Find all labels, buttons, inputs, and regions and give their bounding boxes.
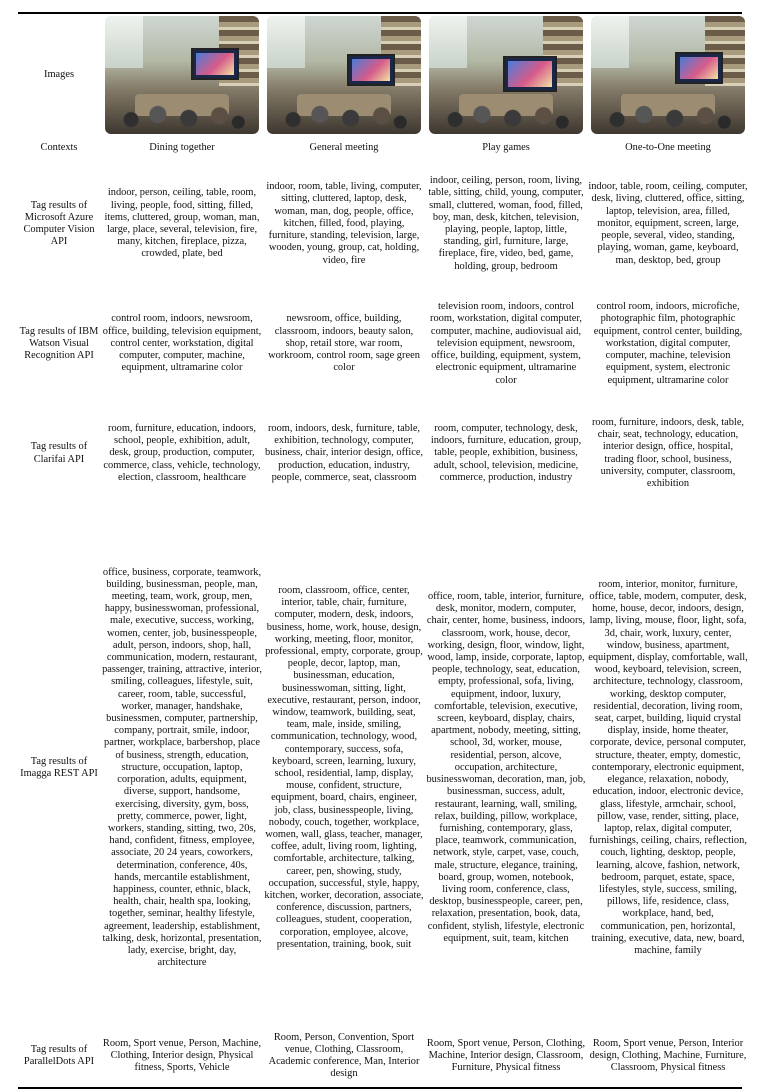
paralleldots-tags-one-to-one: Room, Sport venue, Person, Interior design, Clothing, Machine, Furniture, Classroom, Physical fitness — [589, 1037, 747, 1074]
clarifai-tags-play: room, computer, technology, desk, indoors, furniture, education, group, table, people, exhibition, business, adult, school, television, medicine, commerce, production, industry — [430, 422, 582, 483]
clarifai-tags-dining: room, furniture, education, indoors, school, people, exhibition, adult, desk, group, production, computer, commerce, class, vehicle, technology, election, classroom, healthcare — [103, 422, 261, 483]
paralleldots-tags-dining: Room, Sport venue, Person, Machine, Clothing, Interior design, Physical fitness, Sports, Vehicle — [102, 1037, 262, 1074]
photo-play-games — [429, 16, 583, 134]
azure-row — [18, 160, 748, 288]
ibm-tags-dining: control room, indoors, newsroom, office, building, television equipment, control center, workstation, digital computer, computer, machine, equipment, ultramarine color — [102, 313, 262, 374]
paralleldots-tags-general: Room, Person, Convention, Sport venue, Clothing, Classroom, Academic conference, Man, Interior design — [268, 1031, 420, 1080]
imagga-row-label: Tag results of Imagga REST API — [20, 755, 98, 779]
azure-tags-play: indoor, ceiling, person, room, living, table, sitting, child, young, computer, small, cluttered, woman, food, filled, boy, man, desk, kitchen, television, playing, people, laptop, little, standing, girl, furniture, large, fireplace, fire, video, bed, game, holding, group, bedroom — [428, 175, 584, 272]
images-row-label: Images — [43, 68, 74, 80]
paralleldots-row-label: Tag results of ParallelDots API — [23, 1043, 95, 1067]
photo-one-to-one-meeting — [591, 16, 745, 134]
imagga-row — [18, 507, 748, 1029]
ibm-tags-play: television room, indoors, control room, workstation, digital computer, computer, machine, audiovisual aid, television equipment, newsroom, office, building, equipment, system, electronic equipment, ultramarine color — [430, 301, 582, 386]
image-cell-play — [426, 14, 586, 136]
context-play: Play games — [482, 141, 530, 153]
image-cell-general — [264, 14, 424, 136]
ibm-tags-general: newsroom, office, building, classroom, indoors, beauty salon, shop, retail store, war room, workroom, control room, sage green color — [268, 313, 420, 374]
photo-general-meeting — [267, 16, 421, 134]
paralleldots-row — [18, 1029, 747, 1083]
clarifai-row-label: Tag results of Clarifai API — [30, 441, 88, 465]
azure-tags-general: indoor, room, table, living, computer, sitting, cluttered, laptop, desk, woman, man, dog, people, office, kitchen, filled, food, playing, furniture, standing, television, large, wooden, young, group, cat, holding, video, fire — [266, 181, 422, 266]
context-dining: Dining together — [149, 141, 215, 153]
imagga-tags-dining: office, business, corporate, teamwork, building, businessman, people, man, meeting, team, work, group, men, happy, businesswoman, professional, male, executive, success, working, women, center, job, businesspeople, adult, person, indoors, shop, hall, communication, modern, restaurant, passenger, training, attractive, interior, smiling, colleagues, lifestyle, suit, career, room, table, successful, worker, manager, handshake, businessmen, computer, partnership, company, portrait, smile, indoor, partner, workplace, barbershop, place of business, strength, education, structure, occupation, laptop, corporation, adults, equipment, diverse, support, handsome, exercising, diversity, gym, boss, pretty, commerce, power, light, workers, standing, sitting, two, 20s, hand, confident, fitness, employee, associate, 20 24 years, coworkers, determination, conference, 40s, hands, mercantile establishment, happiness, counter, ethnic, black, health, chair, health spa, looking, together, seminar, healthy lifestyle, agreement, leadership, establishment, talking, desk, horizontal, presentation, lady, exercise, bright, day, architecture — [102, 566, 262, 969]
clarifai-row — [18, 400, 745, 507]
contexts-row — [18, 136, 742, 160]
clarifai-tags-one-to-one: room, furniture, indoors, desk, table, chair, seat, technology, education, interior design, office, hospital, trading floor, school, business, university, computer, classroom, exhibition — [591, 416, 745, 489]
azure-row-label: Tag results of Microsoft Azure Computer Vision API — [23, 199, 95, 248]
clarifai-tags-general: room, indoors, desk, furniture, table, exhibition, technology, computer, business, chair, interior design, office, production, education, industry, people, commerce, seat, classroom — [264, 422, 424, 483]
imagga-tags-one-to-one: room, interior, monitor, furniture, office, table, modern, computer, desk, home, house, decor, indoors, design, lamp, living, mouse, floor, light, sofa, 3d, chair, work, luxury, center, window, business, apartment, equipment, display, comfortable, wall, wood, keyboard, television, screen, architecture, technology, classroom, working, desktop computer, residential, decoration, living room, seat, carpet, building, liquid crystal display, inside, home theater, corporate, device, personal computer, structure, theater, empty, domestic, contemporary, electronic equipment, elegance, relaxation, nobody, education, indoor, electronic device, glass, lifestyle, armchair, school, pillow, vase, render, sitting, place, laptop, relax, digital computer, furnishings, ceiling, chairs, reflection, couch, lighting, desktop, people, learning, alcove, fashion, network, bedroom, parquet, estate, space, lifestyles, style, success, smiling, pillows, life, residence, class, workplace, hand, bed, communication, pen, horizontal, training, executive, data, new, board, machine, family — [588, 578, 748, 956]
imagga-tags-general: room, classroom, office, center, interior, table, chair, furniture, computer, modern, desk, indoors, business, home, work, house, design, working, meeting, floor, monitor, professional, empty, corporate, group, people, decor, laptop, man, businessman, education, businesswoman, sitting, light, executive, restaurant, person, indoor, window, teamwork, building, seat, team, male, inside, smiling, communication, technology, wood, contemporary, success, sofa, keyboard, screen, learning, luxury, school, residential, lamp, display, mouse, confident, structure, equipment, board, chairs, engineer, job, class, businesspeople, living, nobody, couch, together, workplace, women, wall, glass, teacher, manager, coffee, adult, living room, lighting, comfortable, architecture, talking, career, pen, showing, study, occupation, successful, style, happy, kitchen, worker, decoration, associate, conference, discussion, partners, colleagues, student, cooperation, corporation, employee, alcove, presentation, training, book, suit — [264, 584, 424, 950]
paralleldots-tags-play: Room, Sport venue, Person, Clothing, Machine, Interior design, Classroom, Furniture, Physical fitness — [426, 1037, 586, 1074]
imagga-tags-play: office, room, table, interior, furniture, desk, monitor, modern, computer, chair, center, home, business, indoors, classroom, work, house, decor, working, design, floor, window, light, wood, lamp, inside, corporate, laptop, people, technology, seat, education, empty, professional, sofa, living, equipment, indoor, luxury, comfortable, television, executive, screen, keyboard, display, chairs, apartment, nobody, meeting, sitting, school, 3d, worker, mouse, residential, person, alcove, occupation, architecture, businesswoman, decoration, man, job, businessman, success, adult, restaurant, learning, wall, smiling, relax, building, pillow, workplace, furnishing, contemporary, glass, place, teamwork, communication, network, style, carpet, vase, couch, male, structure, elegance, training, board, group, women, notebook, living room, conference, class, desktop, businesspeople, career, pen, relaxation, presentation, book, data, confident, stylish, lifestyle, electronic equipment, suit, team, kitchen — [426, 591, 586, 944]
ibm-row-label: Tag results of IBM Watson Visual Recognition API — [19, 325, 99, 362]
context-general: General meeting — [309, 141, 379, 153]
results-table — [18, 12, 748, 1089]
ibm-row — [18, 288, 742, 400]
context-one-to-one: One-to-One meeting — [625, 141, 711, 153]
image-cell-one-to-one — [588, 14, 748, 136]
azure-tags-dining: indoor, person, ceiling, table, room, living, people, food, sitting, filled, items, cluttered, group, woman, man, large, place, several, television, fire, many, kitchen, fireplace, pizza, crowded, plate, bed — [104, 187, 260, 260]
image-cell-dining — [102, 14, 262, 136]
contexts-row-label: Contexts — [40, 141, 78, 153]
ibm-tags-one-to-one: control room, indoors, microfiche, photographic film, photographic equipment, control center, building, workstation, digital computer, computer, machine, television equipment, system, electronic equipment, ultramarine color — [593, 301, 743, 386]
azure-tags-one-to-one: indoor, table, room, ceiling, computer, desk, living, cluttered, office, sitting, laptop, television, area, filled, monitor, equipment, screen, large, people, several, video, standing, playing, woman, game, keyboard, man, desktop, bed, group — [588, 181, 748, 266]
photo-dining-together — [105, 16, 259, 134]
images-row — [18, 14, 742, 136]
